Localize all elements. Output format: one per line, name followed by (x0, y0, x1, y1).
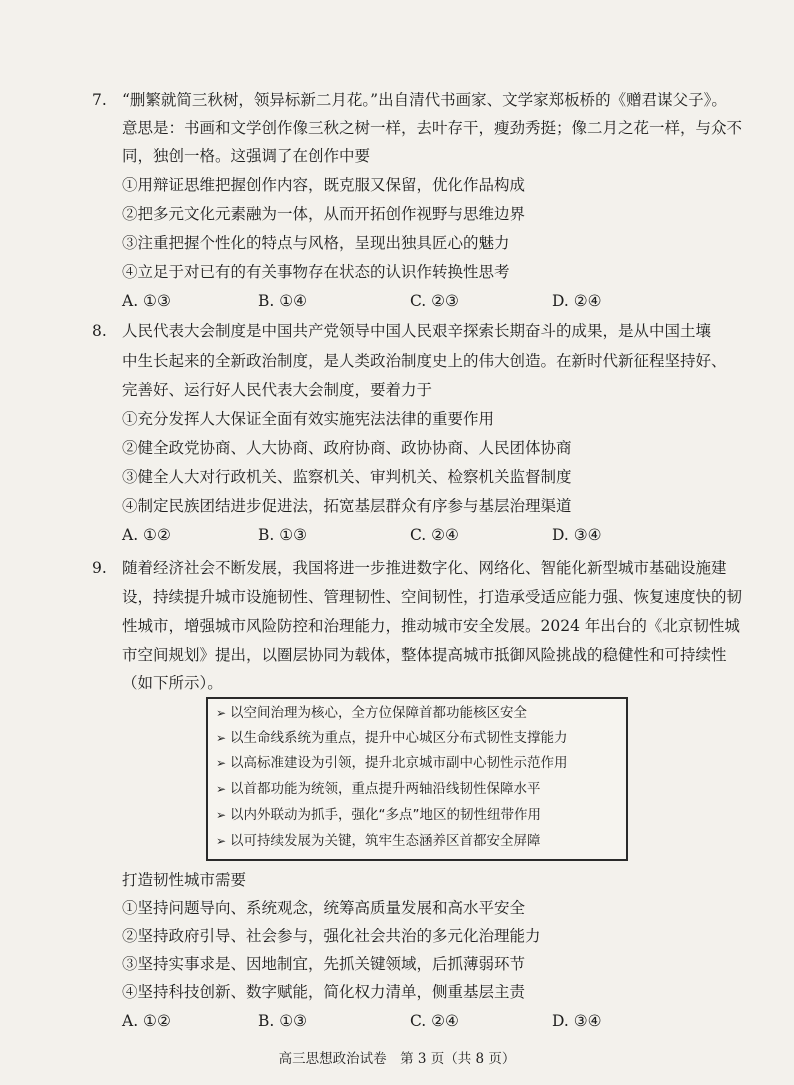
planning-item: ➢ 以首都功能为统领，重点提升两轴沿线韧性保障水平 (216, 781, 541, 797)
q7-option: ②把多元文化元素融为一体，从而开拓创作视野与思维边界 (122, 205, 526, 223)
q9-choice-b[interactable]: B. ①③ (258, 1012, 308, 1030)
q9-stem-line: 设，持续提升城市设施韧性、管理韧性、空间韧性，打造承受适应能力强、恢复速度快的韧 (122, 588, 743, 606)
q8-option: ①充分发挥人大保证全面有效实施宪法法律的重要作用 (122, 410, 495, 428)
q9-option: ①坚持问题导向、系统观念，统筹高质量发展和高水平安全 (122, 899, 526, 917)
q9-stem-line: （如下所示）。 (122, 674, 223, 692)
q9-stem-line: 随着经济社会不断发展，我国将进一步推进数字化、网络化、智能化新型城市基础设施建 (122, 559, 727, 577)
q7-option: ①用辩证思维把握创作内容，既克服又保留，优化作品构成 (122, 176, 526, 194)
q7-choice-a[interactable]: A. ①③ (122, 292, 171, 310)
q9-choice-c[interactable]: C. ②④ (410, 1012, 459, 1030)
q9-stem-line: 性城市，增强城市风险防控和治理能力，推动城市安全发展。2024 年出台的《北京韧性城 (122, 617, 740, 635)
arrow-bullet-icon: ➢ (216, 782, 227, 796)
q8-stem-line: 中生长起来的全新政治制度，是人类政治制度史上的伟大创造。在新时代新征程坚持好、 (122, 352, 727, 370)
q8-choice-c[interactable]: C. ②④ (410, 526, 459, 544)
q9-option: ②坚持政府引导、社会参与，强化社会共治的多元化治理能力 (122, 927, 541, 945)
q8-choice-a[interactable]: A. ①② (122, 526, 171, 544)
q8-choice-d[interactable]: D. ③④ (552, 526, 602, 544)
arrow-bullet-icon: ➢ (216, 808, 227, 822)
q7-option: ④立足于对已有的有关事物存在状态的认识作转换性思考 (122, 263, 510, 281)
q8-choice-b[interactable]: B. ①③ (258, 526, 308, 544)
q7-choice-c[interactable]: C. ②③ (410, 292, 459, 310)
q9-choice-d[interactable]: D. ③④ (552, 1012, 602, 1030)
arrow-bullet-icon: ➢ (216, 731, 227, 745)
q9-choice-a[interactable]: A. ①② (122, 1012, 171, 1030)
q7-option: ③注重把握个性化的特点与风格，呈现出独具匠心的魅力 (122, 234, 510, 252)
q8-stem-line: 人民代表大会制度是中国共产党领导中国人民艰辛探索长期奋斗的成果，是从中国土壤 (122, 322, 712, 340)
q8-option: ②健全政党协商、人大协商、政府协商、政协协商、人民团体协商 (122, 439, 572, 457)
q8-stem-line: 完善好、运行好人民代表大会制度，要着力于 (122, 381, 433, 399)
page-footer: 高三思想政治试卷 第 3 页（共 8 页） (278, 1051, 516, 1067)
q9-stem-line: 市空间规划》提出，以圈层协同为载体，整体提高城市抵御风险挑战的稳健性和可持续性 (122, 646, 727, 664)
planning-box (206, 697, 628, 861)
arrow-bullet-icon: ➢ (216, 706, 227, 720)
planning-item: ➢ 以空间治理为核心，全方位保障首都功能核区安全 (216, 705, 527, 721)
q9-number: 9. (92, 559, 107, 577)
q7-choice-b[interactable]: B. ①④ (258, 292, 308, 310)
planning-item: ➢ 以内外联动为抓手，强化“多点”地区的韧性纽带作用 (216, 807, 541, 823)
planning-item: ➢ 以高标准建设为引领，提升北京城市副中心韧性示范作用 (216, 755, 568, 771)
planning-item: ➢ 以可持续发展为关键，筑牢生态涵养区首都安全屏障 (216, 833, 541, 849)
q7-stem-line: “删繁就简三秋树，领异标新二月花。”出自清代书画家、文学家郑板桥的《赠君谋父子》。 (122, 91, 727, 109)
q8-number: 8. (92, 322, 107, 340)
q9-stem-end: 打造韧性城市需要 (122, 871, 247, 889)
planning-item: ➢ 以生命线系统为重点，提升中心城区分布式韧性支撑能力 (216, 730, 568, 746)
q7-stem-line: 意思是：书画和文学创作像三秋之树一样，去叶存干，瘦劲秀挺；像二月之花一样，与众不 (122, 119, 743, 137)
q7-stem-line: 同，独创一格。这强调了在创作中要 (122, 147, 371, 165)
q7-choice-d[interactable]: D. ②④ (552, 292, 602, 310)
q8-option: ③健全人大对行政机关、监察机关、审判机关、检察机关监督制度 (122, 468, 572, 486)
q8-option: ④制定民族团结进步促进法，拓宽基层群众有序参与基层治理渠道 (122, 497, 572, 515)
q9-option: ④坚持科技创新、数字赋能，简化权力清单，侧重基层主责 (122, 983, 526, 1001)
q7-number: 7. (92, 91, 107, 109)
q9-option: ③坚持实事求是、因地制宜，先抓关键领域，后抓薄弱环节 (122, 955, 526, 973)
arrow-bullet-icon: ➢ (216, 756, 227, 770)
arrow-bullet-icon: ➢ (216, 834, 227, 848)
